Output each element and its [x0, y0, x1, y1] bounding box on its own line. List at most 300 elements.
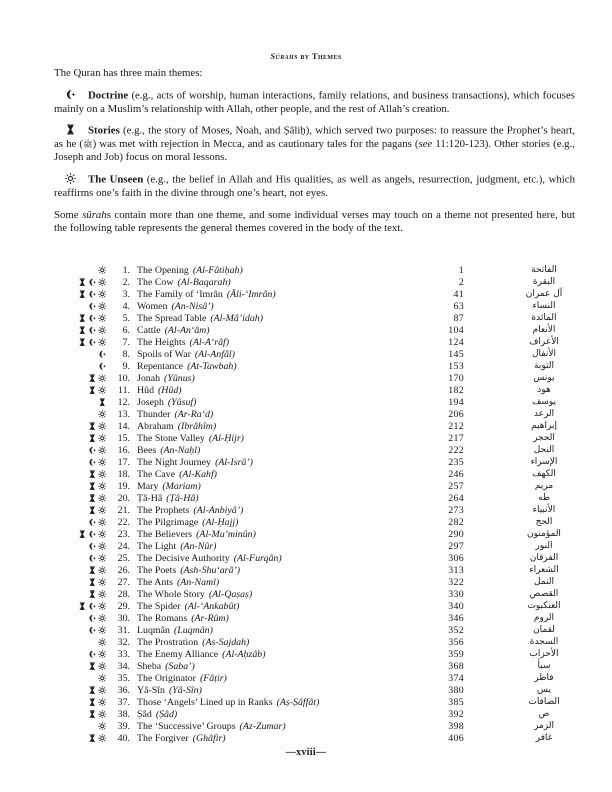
surah-name [130, 457, 430, 468]
surah-name-english: The Night Journey [137, 456, 212, 468]
surah-name-english: Cattle [137, 324, 161, 336]
theme-icons-cell [60, 446, 106, 455]
hourglass-icon [88, 482, 97, 491]
surah-name-english: The Believers [137, 528, 193, 540]
theme-icons-cell [60, 710, 106, 719]
surah-name [130, 421, 430, 432]
page-number: 264 [448, 492, 464, 504]
theme-icons-cell [60, 350, 106, 359]
surah-name [130, 481, 430, 492]
crescent-star-icon [88, 458, 97, 467]
sun-icon [98, 422, 107, 431]
surah-number: 27. [117, 576, 130, 588]
page-number: 322 [448, 576, 464, 588]
theme-icons-cell [60, 530, 106, 539]
sun-icon [98, 266, 107, 275]
hourglass-icon [65, 124, 76, 135]
surah-transliteration: (Mariam) [162, 480, 201, 492]
crescent-star-icon [88, 338, 97, 347]
table-row [60, 300, 590, 312]
table-row [60, 684, 590, 696]
surah-transliteration: (Ṭâ-Hâ) [166, 492, 199, 504]
surah-transliteration: (Ash-Shu‘arâ’) [180, 564, 241, 576]
theme-icons-cell [60, 650, 106, 659]
surah-number: 11. [118, 384, 130, 396]
theme-icons-cell [60, 482, 106, 491]
surah-transliteration: (At-Tawbah) [187, 360, 237, 372]
surah-arabic-name: لقمان [533, 625, 555, 635]
surah-name-english: Spoils of War [137, 348, 191, 360]
theme-icons-cell [60, 302, 106, 311]
surah-transliteration: (Al-Anbiyâ’) [193, 504, 244, 516]
surah-name [130, 613, 430, 624]
theme-paragraphs [54, 89, 575, 236]
surah-transliteration: (An-Naml) [176, 576, 220, 588]
theme-paragraph-stories [54, 124, 575, 164]
surah-arabic-name: النمل [534, 577, 554, 587]
surah-number: 8. [122, 348, 130, 360]
theme-icons-cell [60, 722, 106, 731]
sun-icon [98, 446, 107, 455]
sun-icon [98, 638, 107, 647]
text-segment: The Unseen [88, 173, 144, 186]
surah-name-english: Joseph [137, 396, 164, 408]
text-segment: (e.g., the story of Moses, Noah, and Ṣâliḥ), which served two purposes: to reassure the Prophet’s heart, as he ( [54, 124, 575, 151]
surah-number: 14. [117, 420, 130, 432]
table-row [60, 492, 590, 504]
surah-arabic-name: الأحزاب [529, 649, 559, 659]
page-number: 41 [453, 288, 464, 300]
surah-arabic-name: طه [538, 493, 550, 503]
surah-transliteration: (Al-Qaṣaṣ) [208, 588, 253, 600]
theme-icons-cell [60, 422, 106, 431]
surah-number: 37. [117, 696, 130, 708]
theme-icons-cell [60, 674, 106, 683]
theme-paragraph-unseen [54, 173, 575, 200]
table-row [60, 372, 590, 384]
theme-icons-cell [60, 434, 106, 443]
page-number: 2 [458, 276, 464, 288]
theme-icons-cell [60, 590, 106, 599]
hourglass-icon [88, 578, 97, 587]
surah-arabic-name: الزمر [534, 721, 554, 731]
page-number: 385 [448, 696, 464, 708]
surah-arabic-name: يوسف [531, 397, 556, 407]
surah-arabic-name: القصص [529, 589, 559, 599]
sun-icon [98, 686, 107, 695]
crescent-star-icon [88, 602, 97, 611]
crescent-star-icon [88, 314, 97, 323]
surah-name-english: Mary [137, 480, 159, 492]
surah-name-english: The Whole Story [137, 588, 205, 600]
surah-number: 38. [117, 708, 130, 720]
surah-number: 24. [117, 540, 130, 552]
theme-icons-cell [60, 290, 106, 299]
sun-icon [98, 326, 107, 335]
surah-arabic-name: الرعد [533, 409, 555, 419]
surah-number: 10. [117, 372, 130, 384]
surah-arabic-name: الفرقان [529, 553, 559, 563]
table-row [60, 360, 590, 372]
surah-number: 36. [117, 684, 130, 696]
sun-icon [98, 434, 107, 443]
crescent-star-icon [98, 362, 107, 371]
hourglass-icon [88, 566, 97, 575]
theme-icons-cell [60, 506, 106, 515]
crescent-star-icon [88, 302, 97, 311]
surah-transliteration: (Yûsuf) [167, 396, 197, 408]
surah-name-english: The Originator [137, 672, 196, 684]
crescent-star-icon [65, 89, 77, 100]
surah-transliteration: (Al-Ḥijr) [208, 432, 244, 444]
surah-number: 20. [117, 492, 130, 504]
surah-arabic-name: الأعراف [529, 337, 559, 347]
theme-icons-cell [60, 638, 106, 647]
surah-transliteration: (Ibrâhîm) [177, 420, 217, 432]
surah-name-english: Luqmân [137, 624, 170, 636]
surah-arabic-name: السجدة [529, 637, 559, 647]
crescent-star-icon [88, 554, 97, 563]
surah-name-english: The Stone Valley [137, 432, 205, 444]
hourglass-icon [98, 398, 107, 407]
surah-name-english: The Ants [137, 576, 173, 588]
surah-arabic-name: الحج [535, 517, 553, 527]
theme-icons-cell [60, 542, 106, 551]
surah-arabic-name: الفاتحة [531, 265, 557, 275]
surah-arabic-name: الأنبياء [532, 505, 556, 515]
hourglass-icon [88, 662, 97, 671]
surah-transliteration: (Al-Furqân) [233, 552, 282, 564]
hourglass-icon [88, 494, 97, 503]
surah-name-english: The Forgiver [137, 732, 189, 744]
surah-arabic-name: النحل [533, 445, 555, 455]
theme-icons-cell [60, 410, 106, 419]
surah-name-english: Hûd [137, 384, 155, 396]
page-number: 235 [448, 456, 464, 468]
surah-name [130, 529, 430, 540]
hourglass-icon [65, 124, 77, 135]
sun-icon [98, 482, 107, 491]
theme-icons-cell [60, 374, 106, 383]
sun-icon [98, 626, 107, 635]
surah-name [130, 361, 430, 372]
text-segment: Doctrine [88, 89, 129, 102]
surah-name [130, 601, 430, 612]
page-number: 406 [448, 732, 464, 744]
surah-transliteration: (Al-Ḥajj) [202, 516, 239, 528]
sun-icon [98, 338, 107, 347]
surah-transliteration: (Al-Mâ’idah) [210, 312, 263, 324]
sun-icon [65, 173, 76, 184]
footer-page-number: —xviii— [285, 747, 327, 758]
surah-transliteration: (An-Nisâ’) [171, 300, 214, 312]
surah-number: 23. [117, 528, 130, 540]
intro-section [54, 67, 575, 244]
surah-name-english: The Prostration [137, 636, 199, 648]
surah-name-english: Yâ-Sîn [137, 684, 165, 696]
page-number: 257 [448, 480, 464, 492]
crescent-star-icon [98, 350, 107, 359]
surah-name-english: The Pilgrimage [137, 516, 199, 528]
table-row [60, 600, 590, 612]
surah-name [130, 385, 430, 396]
theme-icons-cell [60, 578, 106, 587]
surah-name-english: Abraham [137, 420, 174, 432]
theme-icons-cell [60, 458, 106, 467]
surah-name [130, 709, 430, 720]
crescent-star-icon [88, 326, 97, 335]
surah-arabic-name: ص [538, 709, 550, 719]
table-row [60, 420, 590, 432]
crescent-star-icon [88, 290, 97, 299]
header-title-rest: by Themes [297, 51, 342, 61]
hourglass-icon [78, 338, 87, 347]
surah-transliteration: (Al-A‘râf) [189, 336, 230, 348]
sun-icon [98, 470, 107, 479]
crescent-star-icon [88, 650, 97, 659]
table-row [60, 516, 590, 528]
page-number: 104 [448, 324, 464, 336]
page-number: 297 [448, 540, 464, 552]
surah-name [130, 433, 430, 444]
surah-name-english: Repentance [137, 360, 184, 372]
sun-icon [98, 578, 107, 587]
surah-transliteration: (Saba’) [165, 660, 195, 672]
surah-number: 35. [117, 672, 130, 684]
table-row [60, 708, 590, 720]
surah-name [130, 313, 430, 324]
theme-icons-cell [60, 470, 106, 479]
surah-arabic-name: يس [537, 685, 551, 695]
surah-theme-table [60, 264, 590, 744]
hourglass-icon [88, 698, 97, 707]
surah-arabic-name: العنكبوت [527, 601, 561, 611]
surah-transliteration: (Al-Baqarah) [177, 276, 231, 288]
sun-icon [98, 494, 107, 503]
table-row [60, 504, 590, 516]
surah-arabic-name: الكهف [532, 469, 556, 479]
header-title-italic: Sûrahs [270, 51, 298, 61]
surah-arabic-name: المائدة [531, 313, 557, 323]
surah-name-english: Ṭâ-Hâ [137, 492, 163, 504]
surah-transliteration: (An-Naḥl) [160, 444, 201, 456]
hourglass-icon [78, 530, 87, 539]
sun-icon [98, 710, 107, 719]
surah-name [130, 289, 430, 300]
surah-arabic-name: مريم [534, 481, 554, 491]
surah-number: 5. [122, 312, 130, 324]
sun-icon [98, 518, 107, 527]
text-segment: sûrah [82, 208, 107, 221]
table-row [60, 396, 590, 408]
surah-number: 21. [117, 504, 130, 516]
sun-icon [98, 530, 107, 539]
hourglass-icon [78, 290, 87, 299]
theme-icons-cell [60, 566, 106, 575]
page-number: 206 [448, 408, 464, 420]
table-row [60, 696, 590, 708]
theme-icons-cell [60, 662, 106, 671]
table-row [60, 480, 590, 492]
surah-name-english: The Light [137, 540, 177, 552]
theme-icons-cell [60, 266, 106, 275]
theme-icons-cell [60, 398, 106, 407]
surah-name-english: Ṣâd [137, 708, 152, 720]
page-number: 1 [458, 264, 464, 276]
crescent-star-icon [65, 89, 76, 100]
surah-number: 34. [117, 660, 130, 672]
surah-name-english: The Enemy Alliance [137, 648, 219, 660]
surah-name-english: The ‘Successive’ Groups [137, 720, 236, 732]
page-number: 217 [448, 432, 464, 444]
sun-icon [98, 614, 107, 623]
page-number: 273 [448, 504, 464, 516]
hourglass-icon [88, 470, 97, 479]
page-number: 246 [448, 468, 464, 480]
surah-transliteration: (Al-‘Ankabût) [184, 600, 240, 612]
surah-name [130, 469, 430, 480]
table-row [60, 660, 590, 672]
hourglass-icon [78, 326, 87, 335]
surah-name [130, 625, 430, 636]
surah-transliteration: (Luqmân) [173, 624, 213, 636]
surah-name-english: Thunder [137, 408, 171, 420]
surah-transliteration: (As-Sajdah) [202, 636, 250, 648]
surah-transliteration: (Ghâfir) [192, 732, 226, 744]
table-row [60, 528, 590, 540]
sun-icon [65, 173, 77, 184]
surah-name [130, 577, 430, 588]
crescent-star-icon [88, 278, 97, 287]
table-row [60, 444, 590, 456]
surah-number: 9. [122, 360, 130, 372]
text-segment: 11:120-123). Other stories (e.g., Joseph and Job) focus on moral lessons. [54, 138, 575, 164]
surah-name [130, 697, 430, 708]
surah-name-english: The Cave [137, 468, 176, 480]
hourglass-icon [88, 422, 97, 431]
surah-name-english: The Poets [137, 564, 177, 576]
surah-name [130, 685, 430, 696]
surah-transliteration: (Yûnus) [164, 372, 195, 384]
theme-icons-cell [60, 278, 106, 287]
table-row [60, 588, 590, 600]
surah-number: 3. [122, 288, 130, 300]
page-number: 352 [448, 624, 464, 636]
page-number: 212 [448, 420, 464, 432]
surah-transliteration: (Ar-Ra‘d) [174, 408, 214, 420]
table-row [60, 576, 590, 588]
surah-name [130, 589, 430, 600]
surah-number: 2. [122, 276, 130, 288]
text-segment: Some [54, 208, 83, 221]
surah-name [130, 721, 430, 732]
table-row [60, 636, 590, 648]
surah-name [130, 493, 430, 504]
text-segment: ﷺ [82, 140, 93, 150]
hourglass-icon [78, 602, 87, 611]
page-number: 359 [448, 648, 464, 660]
sun-icon [98, 566, 107, 575]
crescent-star-icon [88, 614, 97, 623]
table-row [60, 564, 590, 576]
page-number: 145 [448, 348, 464, 360]
theme-icons-cell [60, 314, 106, 323]
surah-number: 17. [117, 456, 130, 468]
theme-icons-cell [60, 614, 106, 623]
theme-icons-cell [60, 626, 106, 635]
surah-transliteration: (Aṣ-Ṣâffât) [276, 696, 320, 708]
sun-icon [98, 734, 107, 743]
surah-number: 1. [122, 264, 130, 276]
page-number: 330 [448, 588, 464, 600]
surah-number: 22. [117, 516, 130, 528]
surah-number: 19. [117, 480, 130, 492]
surah-name-english: Jonah [137, 372, 161, 384]
surah-name [130, 565, 430, 576]
surah-arabic-name: الصافات [528, 697, 560, 707]
sun-icon [98, 554, 107, 563]
surah-name-english: The Heights [137, 336, 186, 348]
surah-name [130, 517, 430, 528]
surah-transliteration: (Ar-Rûm) [191, 612, 229, 624]
surah-name-english: Sheba [137, 660, 162, 672]
hourglass-icon [78, 278, 87, 287]
surah-number: 25. [117, 552, 130, 564]
surah-name [130, 553, 430, 564]
table-row [60, 540, 590, 552]
surah-transliteration: (Al-Kahf) [179, 468, 217, 480]
table-row [60, 732, 590, 744]
hourglass-icon [88, 506, 97, 515]
page-number: 87 [453, 312, 464, 324]
surah-name [130, 325, 430, 336]
surah-transliteration: (Al-An‘âm) [164, 324, 210, 336]
surah-transliteration: (Al-Mu’minûn) [196, 528, 256, 540]
table-row [60, 456, 590, 468]
table-row [60, 408, 590, 420]
page-number: 282 [448, 516, 464, 528]
page-number: 368 [448, 660, 464, 672]
surah-arabic-name: غافر [535, 733, 553, 743]
text-segment: s contain more than one theme, and some individual verses may touch on a theme not presented here, but the following table represents the general themes covered in the body of the text. [54, 208, 575, 235]
page-number: 222 [448, 444, 464, 456]
surah-number: 12. [117, 396, 130, 408]
page-number: 182 [448, 384, 464, 396]
note-paragraph [54, 209, 575, 236]
surah-name-english: The Spread Table [137, 312, 207, 324]
surah-transliteration: (Al-Anfâl) [194, 348, 235, 360]
surah-arabic-name: يونس [533, 373, 555, 383]
table-row [60, 612, 590, 624]
hourglass-icon [88, 374, 97, 383]
sun-icon [98, 602, 107, 611]
table-row [60, 336, 590, 348]
theme-icons-cell [60, 386, 106, 395]
surah-number: 15. [117, 432, 130, 444]
table-row [60, 264, 590, 276]
surah-name [130, 301, 430, 312]
surah-transliteration: (An-Nûr) [180, 540, 217, 552]
surah-transliteration: (Ṣâd) [155, 708, 178, 720]
surah-name-english: Women [137, 300, 168, 312]
surah-name-english: The Family of ‘Imrân [137, 288, 223, 300]
surah-arabic-name: سبأ [537, 661, 551, 671]
surah-name [130, 409, 430, 420]
theme-icons-cell [60, 734, 106, 743]
sun-icon [98, 314, 107, 323]
surah-name [130, 649, 430, 660]
surah-arabic-name: إبراهيم [531, 421, 557, 431]
